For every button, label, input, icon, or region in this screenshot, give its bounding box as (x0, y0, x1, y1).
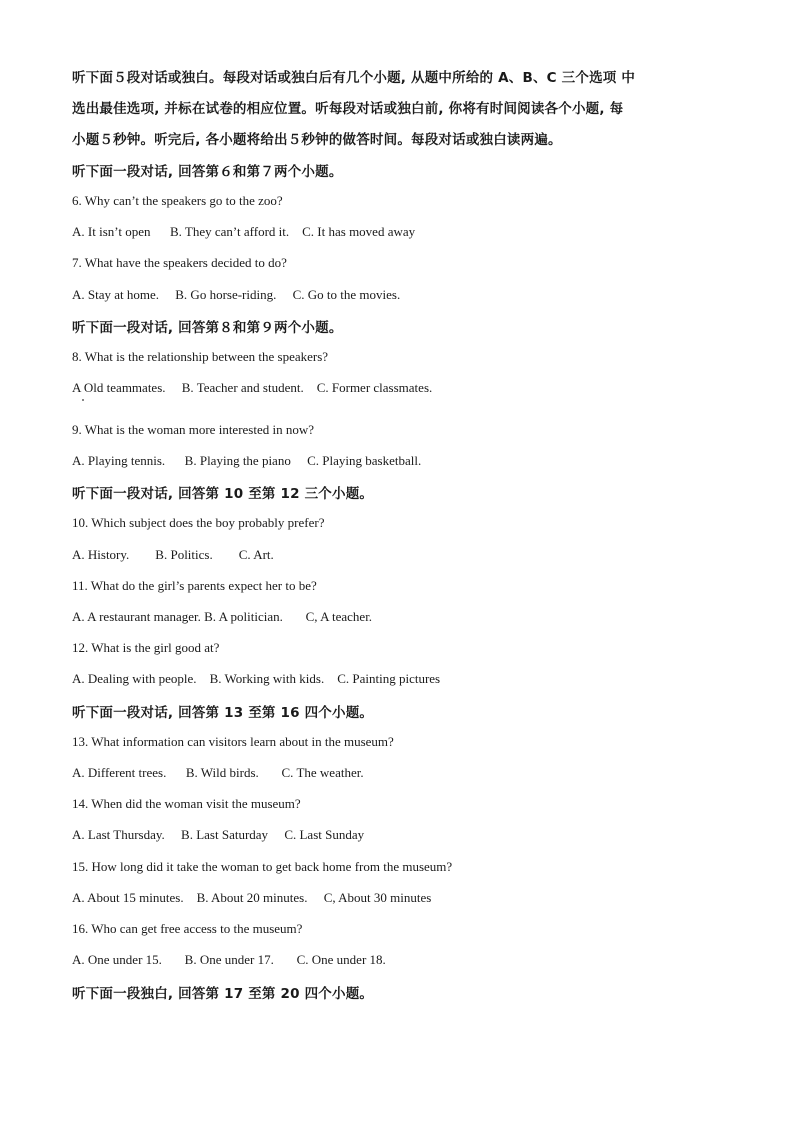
instruction-line-2: 选出最佳选项, 并标在试卷的相应位置。听每段对话或独白前, 你将有时间阅读各个小题, 每 (72, 101, 624, 117)
question-16: 16. Who can get free access to the museum? (72, 921, 303, 936)
option-b: B. About 20 minutes. (196, 890, 308, 905)
option-a: A. Playing tennis. (72, 453, 166, 468)
question-12: 12. What is the girl good at? (72, 640, 220, 655)
option-c: C. Former classmates. (316, 380, 433, 395)
question-11: 11. What do the girl’s parents expect her to be? (72, 578, 317, 593)
option-b: B. Last Saturday (181, 827, 269, 842)
option-c: C. Go to the movies. (292, 287, 401, 302)
section-header: 听下面一段对话, 回答第 10 至第 12 三个小题。 (72, 486, 374, 502)
option-c: C. Playing basketball. (307, 453, 422, 468)
question-7: 7. What have the speakers decided to do? (72, 255, 287, 270)
options-8 (72, 380, 432, 396)
option-b: B. Working with kids. (209, 671, 325, 686)
option-b: B. They can’t afford it. (169, 224, 290, 239)
question-15: 15. How long did it take the woman to get back home from the museum? (72, 859, 453, 874)
option-c: C, About 30 minutes (323, 890, 432, 905)
stray-dot (82, 399, 84, 401)
option-a: A. History. (72, 547, 130, 562)
options-16 (72, 952, 386, 968)
option-b: B. Go horse-riding. (175, 287, 277, 302)
option-a: A. Different trees. (72, 765, 167, 780)
option-a: A. Dealing with people. (72, 671, 197, 686)
option-a: A Old teammates. (72, 380, 166, 395)
options-12 (72, 671, 440, 687)
section-header: 听下面一段对话, 回答第 13 至第 16 四个小题。 (72, 705, 374, 721)
options-7 (72, 287, 400, 303)
section-header: 听下面一段对话, 回答第６和第７两个小题。 (72, 164, 343, 180)
options-13 (72, 765, 364, 781)
question-13: 13. What information can visitors learn about in the museum? (72, 734, 394, 749)
option-a: A. Last Thursday. (72, 827, 165, 842)
section-header: 听下面一段对话, 回答第８和第９两个小题。 (72, 320, 343, 336)
option-b: B. One under 17. (184, 952, 274, 967)
option-a: A. One under 15. (72, 952, 162, 967)
option-a: A. It isn’t open (72, 224, 151, 239)
question-6: 6. Why can’t the speakers go to the zoo? (72, 193, 283, 208)
options-14 (72, 827, 364, 843)
option-b: B. Teacher and student. (181, 380, 304, 395)
question-10: 10. Which subject does the boy probably prefer? (72, 515, 325, 530)
option-a: A. A restaurant manager. (72, 609, 201, 624)
option-c: C. One under 18. (296, 952, 386, 967)
instruction-line-1: 听下面５段对话或独白。每段对话或独白后有几个小题, 从题中所给的 A、B、C 三个选项 中 (72, 70, 636, 86)
instruction-line-3: 小题５秒钟。听完后, 各小题将给出５秒钟的做答时间。每段对话或独白读两遍。 (72, 132, 562, 148)
options-11 (72, 609, 372, 625)
options-9 (72, 453, 421, 469)
option-c: C. Painting pictures (337, 671, 441, 686)
section-header: 听下面一段独白, 回答第 17 至第 20 四个小题。 (72, 986, 374, 1002)
option-b: B. A politician. (204, 609, 283, 624)
options-15 (72, 890, 431, 906)
option-b: B. Politics. (155, 547, 213, 562)
question-14: 14. When did the woman visit the museum? (72, 796, 301, 811)
options-10 (72, 547, 274, 563)
question-9: 9. What is the woman more interested in now? (72, 422, 315, 437)
option-c: C. It has moved away (302, 224, 416, 239)
option-c: C. Last Sunday (284, 827, 365, 842)
option-a: A. Stay at home. (72, 287, 160, 302)
question-8: 8. What is the relationship between the speakers? (72, 349, 329, 364)
option-b: B. Playing the piano (184, 453, 291, 468)
option-b: B. Wild birds. (185, 765, 259, 780)
option-a: A. About 15 minutes. (72, 890, 184, 905)
option-c: C. Art. (238, 547, 274, 562)
option-c: C, A teacher. (305, 609, 373, 624)
option-c: C. The weather. (281, 765, 364, 780)
options-6 (72, 224, 415, 240)
